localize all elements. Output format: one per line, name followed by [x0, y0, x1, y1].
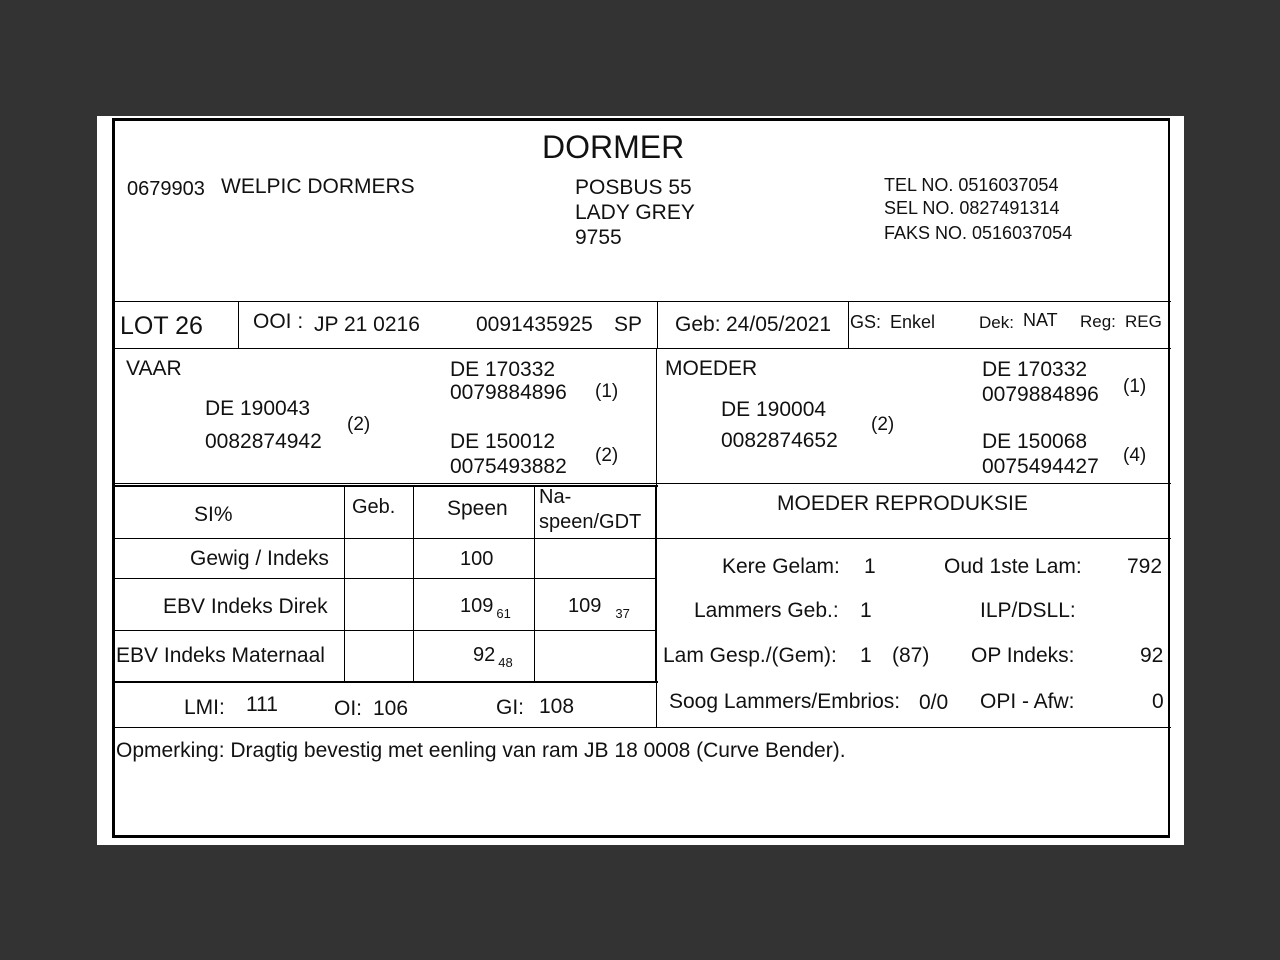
dam-granddam-number: 0075494427 [982, 455, 1099, 478]
reproduction-title: MOEDER REPRODUKSIE [777, 492, 1028, 515]
oi-value: 106 [373, 697, 409, 720]
dam-code: DE 190004 [721, 398, 827, 421]
gs-label: GS: [850, 312, 882, 332]
op-indeks-label: OP Indeks: [971, 644, 1075, 667]
divider [115, 630, 656, 631]
lmi-label: LMI: [184, 696, 225, 719]
reg-value: REG [1125, 312, 1162, 331]
divider [848, 301, 849, 348]
divider [413, 485, 414, 681]
ebv-maternaal-speen: 92 $_{48}$ [473, 644, 513, 670]
birth-date: 24/05/2021 [726, 313, 832, 336]
dam-granddam-code: DE 150068 [982, 430, 1088, 453]
kere-gelam-value: 1 [864, 555, 876, 578]
si-header: SI% [194, 503, 233, 526]
address-line-3: 9755 [575, 226, 622, 249]
birth-label: Geb: [675, 313, 721, 336]
sire-grandsire-number: 0079884896 [450, 381, 567, 404]
dam-label: MOEDER [665, 357, 758, 380]
lam-gesp-average: (87) [892, 644, 930, 667]
divider [115, 348, 1171, 349]
gi-value: 108 [539, 695, 575, 718]
ebv-direk-speen: 109 $_{61}$ [460, 595, 511, 621]
opi-afw-value: 0 [1152, 690, 1164, 713]
dam-grade: (2) [871, 414, 895, 435]
registration-number: 0091435925 [476, 313, 593, 336]
dam-grandsire-grade: (1) [1123, 376, 1147, 397]
divider [656, 348, 657, 483]
dam-granddam-grade: (4) [1123, 445, 1147, 466]
dam-grandsire-number: 0079884896 [982, 383, 1099, 406]
sire-grandsire-grade: (1) [595, 381, 619, 402]
row-label-ebv-direk: EBV Indeks Direk [163, 595, 328, 618]
lam-gesp-value: 1 [860, 644, 872, 667]
sire-granddam-code: DE 150012 [450, 430, 556, 453]
divider [657, 301, 658, 348]
dam-grandsire-code: DE 170332 [982, 358, 1088, 381]
kere-gelam-label: Kere Gelam: [722, 555, 840, 578]
lammers-geb-label: Lammers Geb.: [694, 599, 839, 622]
dam-number: 0082874652 [721, 429, 838, 452]
ebv-direk-naspeen-accuracy: 37 [615, 606, 630, 621]
address-line-1: POSBUS 55 [575, 176, 692, 199]
oi-label: OI: [334, 697, 363, 720]
lot-number: LOT 26 [120, 312, 203, 340]
divider [115, 578, 656, 579]
gewig-speen: 100 [460, 548, 494, 570]
soog-lammers-value: 0/0 [919, 691, 949, 714]
sire-number: 0082874942 [205, 430, 322, 453]
tel-number: TEL NO. 0516037054 [884, 175, 1059, 195]
remark-text: Opmerking: Dragtig bevestig met eenling van ram JB 18 0008 (Curve Bender). [116, 739, 846, 762]
divider [115, 485, 658, 487]
sire-label: VAAR [126, 357, 182, 380]
oud-1ste-lam-label: Oud 1ste Lam: [944, 555, 1082, 578]
speen-header: Speen [447, 497, 508, 520]
auction-lot-card [112, 118, 1170, 838]
divider [115, 301, 1171, 302]
op-indeks-value: 92 [1140, 644, 1164, 667]
owner-code: 0679903 [127, 178, 205, 200]
ebv-direk-naspeen: 109 $_{37}$ [568, 595, 630, 621]
divider [656, 483, 657, 727]
dek-value: NAT [1023, 310, 1058, 330]
divider [115, 727, 1171, 728]
sire-granddam-number: 0075493882 [450, 455, 567, 478]
divider [238, 301, 239, 348]
divider [344, 485, 345, 681]
divider [534, 485, 535, 681]
soog-lammers-label: Soog Lammers/Embrios: [669, 690, 901, 713]
ooi-id: JP 21 0216 [314, 313, 420, 336]
ooi-label: OOI : [253, 310, 304, 333]
geb-header: Geb. [352, 496, 396, 518]
divider [115, 681, 658, 683]
lam-gesp-label: Lam Gesp./(Gem): [663, 644, 837, 667]
row-label-gewig: Gewig / Indeks [190, 547, 329, 570]
divider [115, 483, 1171, 484]
sire-granddam-grade: (2) [595, 445, 619, 466]
sire-code: DE 190043 [205, 397, 311, 420]
sel-number: SEL NO. 0827491314 [884, 198, 1060, 218]
breed-title: DORMER [542, 129, 685, 165]
sire-grandsire-code: DE 170332 [450, 358, 556, 381]
row-label-ebv-maternaal: EBV Indeks Maternaal [116, 644, 325, 667]
document-page [97, 116, 1184, 845]
address-line-2: LADY GREY [575, 201, 695, 224]
oud-1ste-lam-value: 792 [1127, 555, 1163, 578]
owner-name: WELPIC DORMERS [221, 175, 415, 198]
naspeen-header-line-1: Na- [539, 486, 572, 508]
divider [115, 538, 1171, 539]
dek-label: Dek: [979, 313, 1014, 332]
ebv-direk-speen-accuracy: 61 [496, 606, 511, 621]
gs-value: Enkel [890, 312, 936, 332]
sire-grade: (2) [347, 414, 371, 435]
lmi-value: 111 [246, 693, 278, 716]
opi-afw-label: OPI - Afw: [980, 690, 1075, 713]
ebv-maternaal-speen-accuracy: 48 [498, 655, 513, 670]
gi-label: GI: [496, 696, 525, 719]
reg-label: Reg: [1080, 312, 1116, 331]
registration-suffix: SP [614, 313, 643, 336]
lammers-geb-value: 1 [860, 599, 872, 622]
ilp-dsll-label: ILP/DSLL: [980, 599, 1076, 622]
faks-number: FAKS NO. 0516037054 [884, 223, 1073, 243]
naspeen-header-line-2: speen/GDT [539, 511, 642, 533]
